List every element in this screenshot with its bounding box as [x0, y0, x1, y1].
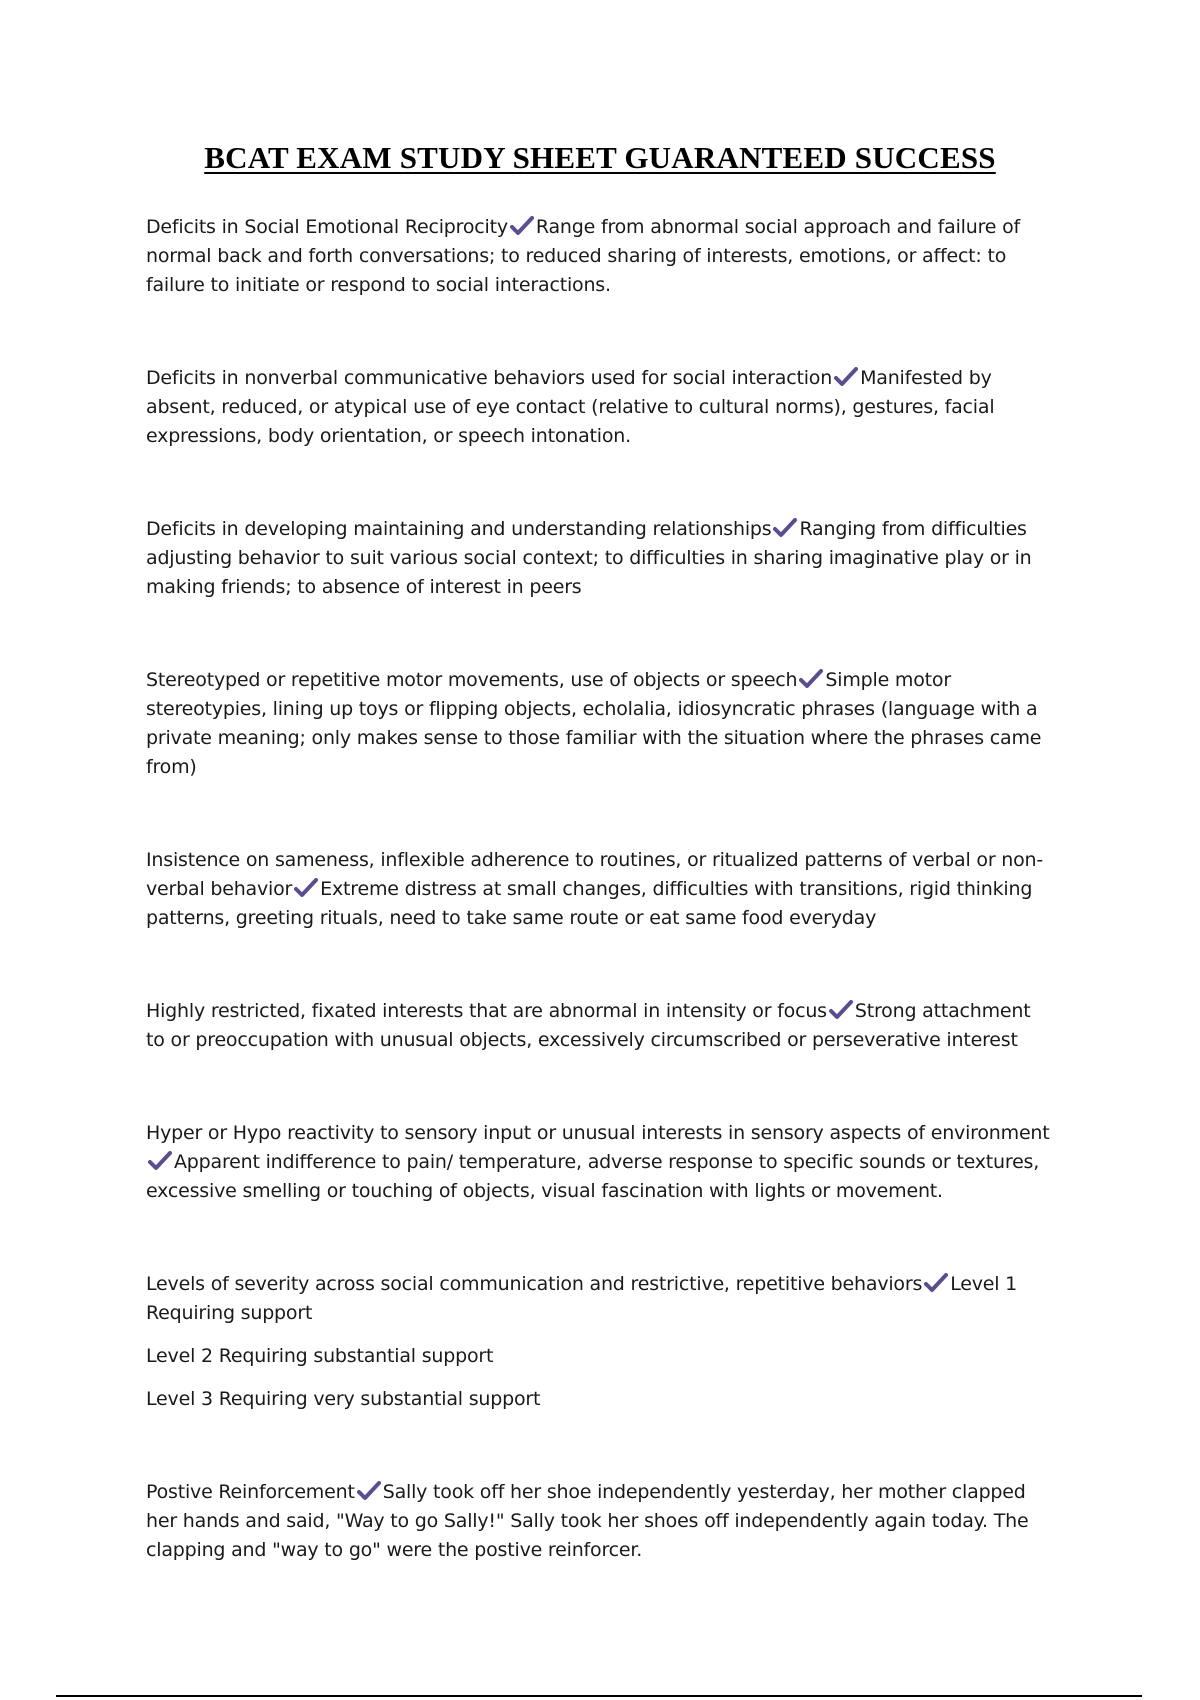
entry-definition: Apparent indifference to pain/ temperature, adverse response to specific sounds or textures, excessive smelling or touching of objects, visual fascination with lights or movement.: [146, 1151, 1040, 1202]
entry-definition: Range from abnormal social approach and failure of normal back and forth conversations; to reduced sharing of interests, emotions, or affect: to failure to initiate or respond to social interactions.: [146, 216, 1021, 296]
entry-relationships: [146, 515, 1051, 602]
entry-sensory-reactivity: [146, 1119, 1051, 1206]
entry-term: Levels of severity across social communication and restrictive, repetitive behaviors: [146, 1273, 923, 1295]
check-mark-icon: [799, 669, 823, 689]
entry-nonverbal-communicative-behaviors: [146, 364, 1051, 451]
check-mark-icon: [834, 367, 858, 387]
entry-definition: Sally took off her shoe independently yesterday, her mother clapped her hands and said, "Way to go Sally!" Sally took her shoes off independently again today. The clapping and "way to go" were the postive reinforcer.: [146, 1481, 1029, 1561]
entry-stereotyped-movements: [146, 666, 1051, 782]
check-mark-icon: [148, 1151, 172, 1171]
entry-definition: Strong attachment to or preoccupation with unusual objects, excessively circumscribed or perseverative interest: [146, 1000, 1031, 1051]
entry-term: Postive Reinforcement: [146, 1481, 355, 1503]
entry-insistence-on-sameness: [146, 846, 1051, 933]
severity-level-3: Level 3 Requiring very substantial support: [146, 1388, 541, 1410]
entry-social-emotional-reciprocity: [146, 213, 1051, 300]
study-sheet-content: [146, 213, 1051, 1565]
entry-term: Deficits in nonverbal communicative behaviors used for social interaction: [146, 367, 833, 389]
page-title: BCAT EXAM STUDY SHEET GUARANTEED SUCCESS: [204, 140, 996, 175]
entry-levels-main: [146, 1270, 1051, 1328]
entry-definition: Level 1 Requiring support: [146, 1273, 1018, 1324]
entry-restricted-interests: [146, 997, 1051, 1055]
entry-term: Stereotyped or repetitive motor movements, use of objects or speech: [146, 669, 798, 691]
entry-term: Insistence on sameness, inflexible adherence to routines, or ritualized patterns of verbal or non-verbal behavior: [146, 849, 1044, 900]
check-mark-icon: [773, 518, 797, 538]
entry-term: Deficits in Social Emotional Reciprocity: [146, 216, 508, 238]
footer-divider: [56, 1695, 1142, 1697]
entry-definition: Manifested by absent, reduced, or atypical use of eye contact (relative to cultural norms), gestures, facial expressions, body orientation, or speech intonation.: [146, 367, 995, 447]
entry-term: Deficits in developing maintaining and understanding relationships: [146, 518, 772, 540]
check-mark-icon: [357, 1481, 381, 1501]
check-mark-icon: [924, 1273, 948, 1293]
check-mark-icon: [294, 878, 318, 898]
entry-term: Hyper or Hypo reactivity to sensory input or unusual interests in sensory aspects of environment: [146, 1122, 1050, 1144]
severity-level-2: Level 2 Requiring substantial support: [146, 1345, 494, 1367]
entry-definition: Extreme distress at small changes, difficulties with transitions, rigid thinking patterns, greeting rituals, need to take same route or eat same food everyday: [146, 878, 1033, 929]
entry-definition: Ranging from difficulties adjusting behavior to suit various social context; to difficulties in sharing imaginative play or in making friends; to absence of interest in peers: [146, 518, 1032, 598]
entry-positive-reinforcement: [146, 1478, 1051, 1565]
entry-term: Highly restricted, fixated interests that are abnormal in intensity or focus: [146, 1000, 827, 1022]
check-mark-icon: [510, 216, 534, 236]
entry-levels-of-severity: [146, 1270, 1051, 1414]
entry-definition: Simple motor stereotypies, lining up toys or flipping objects, echolalia, idiosyncratic phrases (language with a private meaning; only makes sense to those familiar with the situation where the phrases came from): [146, 669, 1042, 778]
check-mark-icon: [829, 1000, 853, 1020]
